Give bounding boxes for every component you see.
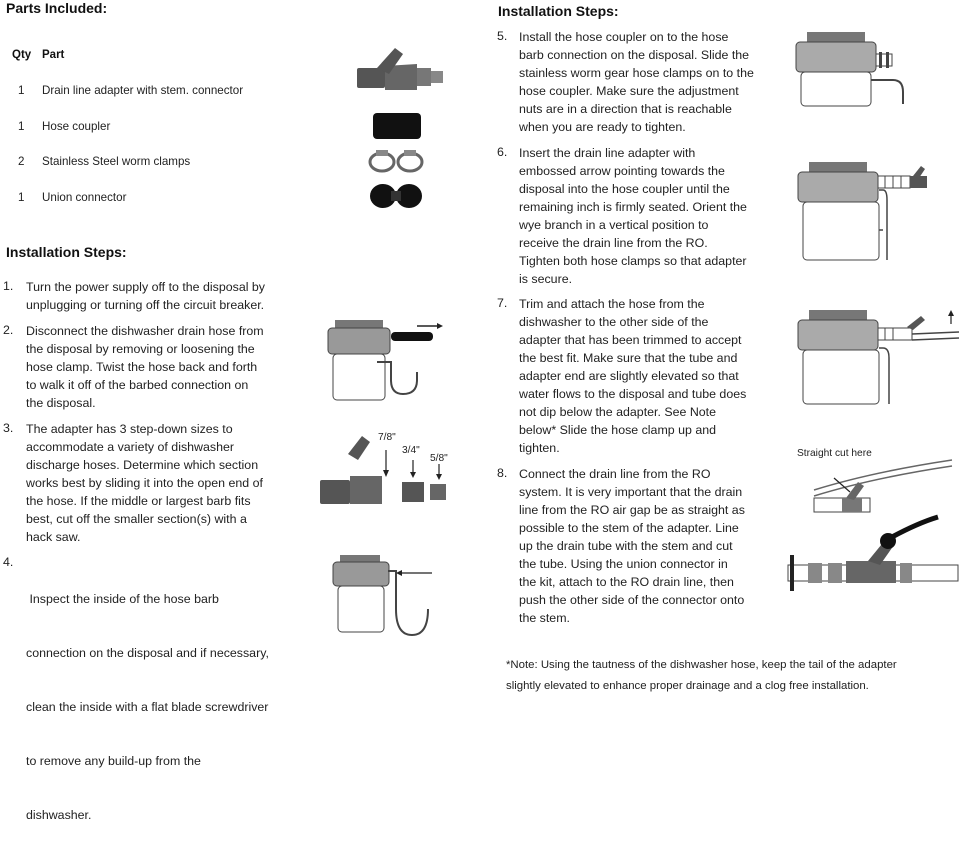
step-text: Turn the power supply off to the disposal by unplugging or turning off the circuit breaker.: [26, 280, 266, 312]
straight-cut-illustration: [812, 458, 960, 518]
installation-note: *Note: Using the tautness of the dishwasher hose, keep the tail of the adapter slightly elevated to enhance proper drainage and a clog free installation.: [506, 659, 897, 692]
worm-clamps-illustration: [368, 146, 426, 174]
union-connection-illustration: [788, 515, 960, 595]
part-row-qty: 1: [18, 120, 25, 133]
right-steps-title: Installation Steps:: [498, 3, 619, 19]
step-text: Inspect the inside of the hose barb connection on the disposal and if necessary, clean the inside with a flat blade screwdriver to remove any build-up from the dishwasher.: [26, 592, 269, 822]
step-text: Insert the drain line adapter with embossed arrow pointing towards the disposal into the hose coupler until the remaining inch is firmly seated. Orient the wye branch in a vertical position to receive the drain line from the RO. Tighten both hose clamps so that adapter is secure.: [519, 146, 747, 286]
step-number: 8.: [497, 466, 508, 480]
disposal-coupler-illustration: [793, 30, 913, 110]
step-number: 6.: [497, 145, 508, 159]
disposal-hose-attached-illustration: [795, 308, 960, 408]
drain-adapter-illustration: [355, 46, 450, 101]
part-row-name: Union connector: [42, 191, 127, 204]
step-number: 5.: [497, 29, 508, 43]
parts-title: Parts Included:: [6, 0, 108, 16]
qty-column-header: Qty: [12, 49, 32, 61]
part-row-qty: 2: [18, 155, 25, 168]
union-connector-illustration: [369, 182, 423, 210]
step-text: Install the hose coupler on to the hose barb connection on the disposal. Slide the stainless worm gear hose clamps on to the hose coupler. Make sure the adjustment nuts are in a direction that is reachable when you are ready to tighten.: [519, 30, 754, 134]
part-row-name: Hose coupler: [42, 120, 111, 133]
straight-cut-label: Straight cut here: [797, 448, 872, 459]
adapter-sizes-illustration: [318, 432, 458, 512]
left-steps-title: Installation Steps:: [6, 244, 127, 260]
disposal-hose-removed-illustration: [325, 318, 445, 418]
disposal-adapter-illustration: [795, 160, 945, 265]
step-text: The adapter has 3 step-down sizes to accommodate a variety of dishwasher discharge hoses. Determine which section works best by sliding it into the open end of the hose. If the middle or largest barb fits best, cut off the smaller section(s) with a hack saw.: [26, 422, 263, 544]
size-label-5-8: 5/8": [430, 453, 448, 464]
step-number: 4.: [3, 555, 14, 569]
step-text: Trim and attach the hose from the dishwasher to the other side of the adapter that has been trimmed to accept the best fit. Make sure that the tube and adapter end are slightly elevated so that water flows to the disposal and tube does not dip below the adapter. See Note below* Slide the hose clamp up and tighten.: [519, 297, 747, 455]
part-column-header: Part: [42, 49, 65, 61]
part-row-qty: 1: [18, 84, 25, 97]
step-text: Connect the drain line from the RO system. It is very important that the drain line from the RO air gap be as straight as possible to the stem of the adapter. Line up the drain tube with the stem and cut the tube. Using the union connector in the kit, attach to the RO drain line, then push the other side of the connector onto the stem.: [519, 467, 745, 625]
part-row-name: Stainless Steel worm clamps: [42, 155, 191, 168]
step-number: 7.: [497, 296, 508, 310]
step-number: 3.: [3, 421, 14, 435]
size-label-7-8: 7/8": [378, 432, 396, 443]
step-number: 1.: [3, 279, 14, 293]
part-row-name: Drain line adapter with stem. connector: [42, 84, 244, 97]
step-text: Disconnect the dishwasher drain hose from the disposal by removing or loosening the hose clamp. Twist the hose back and forth to walk it off of the barbed connection on the disposal.: [26, 324, 264, 410]
step-number: 2.: [3, 323, 14, 337]
part-row-qty: 1: [18, 191, 25, 204]
hose-coupler-illustration: [373, 113, 423, 141]
size-label-3-4: 3/4": [402, 445, 420, 456]
disposal-inspect-illustration: [330, 555, 440, 645]
